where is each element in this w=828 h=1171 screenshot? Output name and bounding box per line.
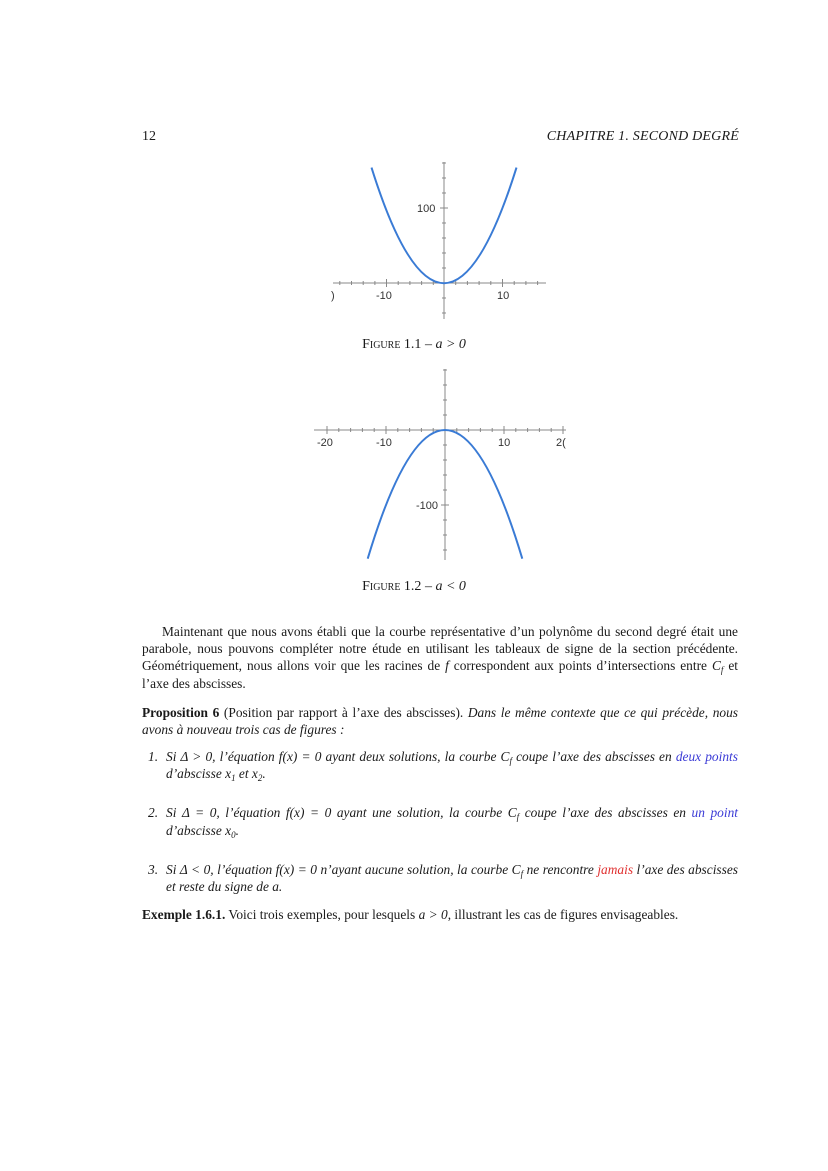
x-tick-label-neg20: -20 <box>317 437 333 449</box>
proposition-statement: Dans le même contexte que ce qui précède, nous avons à nouveau trois cas de figures : <box>142 705 738 738</box>
x-tick-label-10: 10 <box>497 290 510 302</box>
example-label: Exemple 1.6.1. <box>142 907 226 922</box>
parabola-down-chart <box>0 0 828 580</box>
proposition-cases <box>142 748 738 917</box>
intro-paragraph: Maintenant que nous avons établi que la courbe représentative d’un polynôme du second degré était une parabole, nous pouvons compléter notre étude en utilisant les tableaux de signe de la section précédente. Géométriquement, nous allons voir que les racines de f correspondent aux points d’intersections entre $C_f$ et l’axe des abscisses. <box>142 624 738 691</box>
x-tick-label-partial: ) <box>331 290 335 302</box>
proposition-6 <box>142 704 738 738</box>
case-item-1: 1. Si Δ > 0, l’équation f(x) = 0 ayant deux solutions, la courbe $C_f$ coupe l’axe des abscisses en deux points d’abscisse $x_1$ et $x_2$. <box>148 749 738 784</box>
highlight-jamais: jamais <box>597 861 634 877</box>
proposition-title: (Position par rapport à l’axe des abscisses). <box>219 705 464 720</box>
running-header: CHAPITRE 1. SECOND DEGRÉ <box>546 129 739 144</box>
highlight-deux-points: deux points <box>675 749 738 764</box>
figure-1-2-caption: Figure 1.2 – a < 0 <box>362 579 466 594</box>
x-tick-label-neg10: -10 <box>376 290 392 302</box>
y-tick-label-100: 100 <box>417 203 436 215</box>
x-tick-label-10: 10 <box>498 437 511 449</box>
example-1-6-1: Exemple 1.6.1. Voici trois exemples, pour lesquels a > 0, illustrant les cas de figures envisageables. <box>142 907 679 922</box>
page-number: 12 <box>142 129 156 144</box>
case-item-3: 3. Si Δ < 0, l’équation f(x) = 0 n’ayant aucune solution, la courbe $C_f$ ne rencontre jamais l’axe des abscisses et reste du signe de a. <box>148 861 739 895</box>
y-tick-label-neg100: -100 <box>416 500 439 512</box>
proposition-label: Proposition 6 <box>142 705 220 720</box>
x-tick-label-neg10: -10 <box>376 437 392 449</box>
highlight-un-point: un point <box>691 805 738 821</box>
case-item-2: 2. Si Δ = 0, l’équation f(x) = 0 ayant une solution, la courbe $C_f$ coupe l’axe des abscisses en un point d’abscisse $x_0$. <box>148 805 738 840</box>
x-tick-label-partial: 2( <box>556 437 566 449</box>
figure-1-1-caption: Figure 1.1 – a > 0 <box>362 337 466 352</box>
